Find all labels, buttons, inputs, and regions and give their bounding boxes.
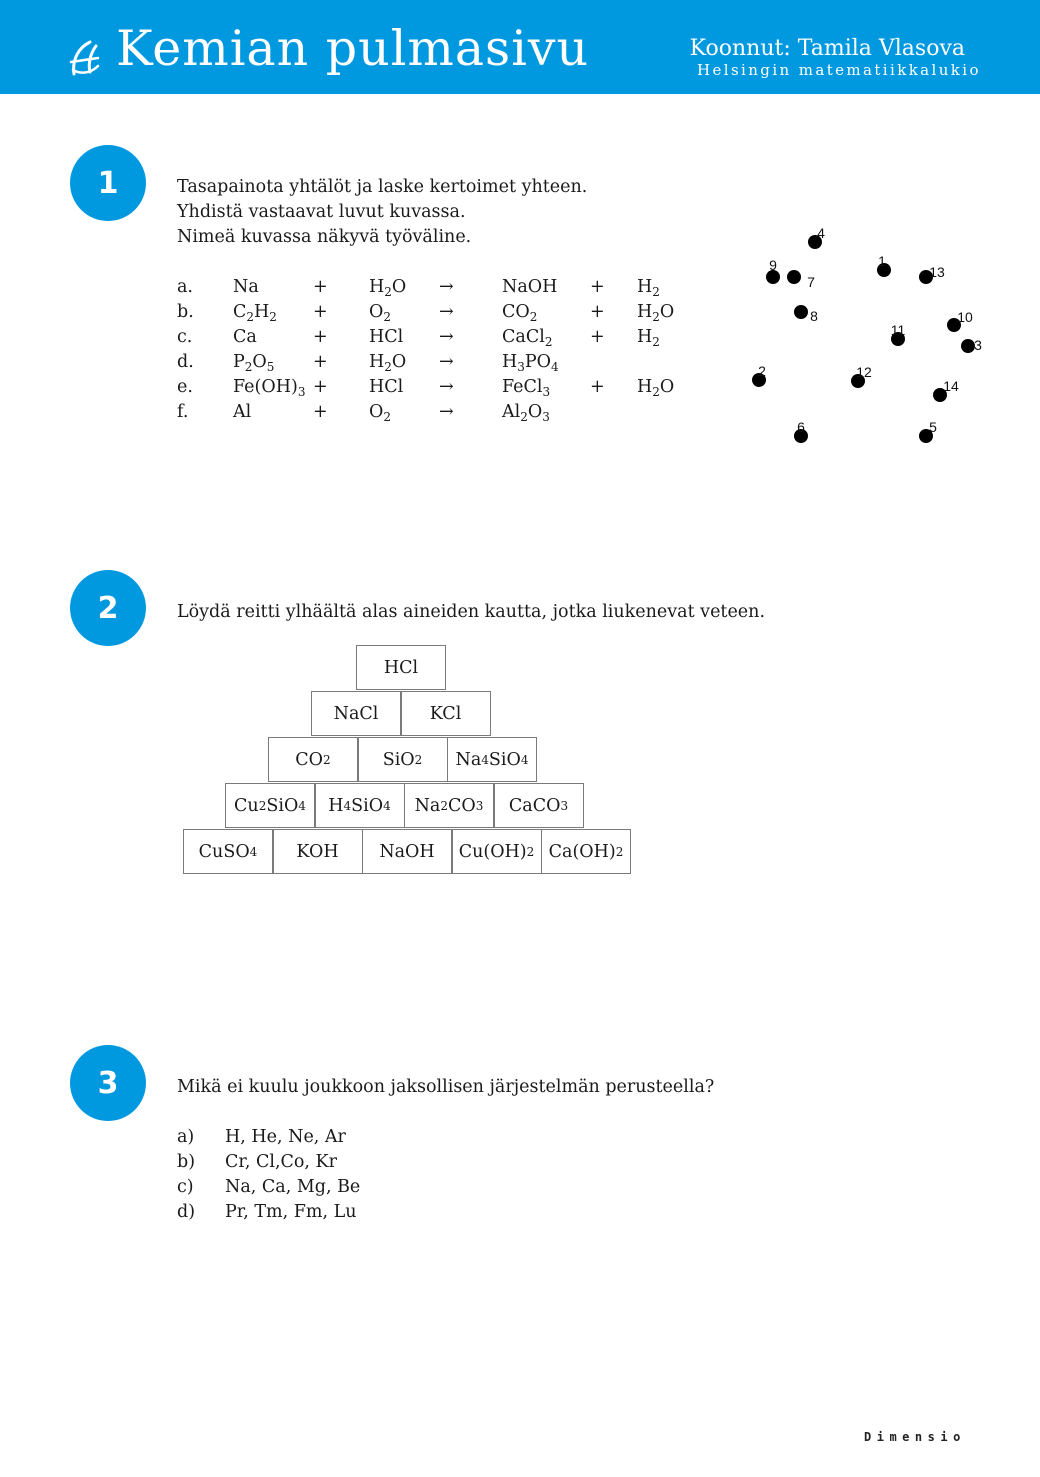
pyramid-cell[interactable]: Ca(OH) 2 [541, 829, 631, 874]
equation-r2: HCl [369, 327, 404, 347]
pyramid-cell[interactable]: Cu(OH) 2 [452, 829, 542, 874]
option-label: d) [177, 1202, 196, 1222]
dot-label-10: 10 [957, 309, 973, 325]
school-line: Helsingin matematiikkalukio [697, 61, 981, 79]
equation-p1: + [313, 377, 328, 397]
answer-option[interactable] [177, 1175, 477, 1200]
dot-label-2: 2 [758, 363, 766, 379]
pyramid-cell[interactable]: KOH [273, 829, 363, 874]
equation-p1: + [313, 352, 328, 372]
dot-label-4: 4 [817, 225, 825, 241]
equation-r2: $H_2O$ [369, 277, 407, 299]
dot-label-7: 7 [807, 274, 815, 290]
equation-pr2: $H_2$ [637, 327, 660, 349]
equation-p1: + [313, 327, 328, 347]
page-title: Kemian pulmasivu [116, 20, 590, 77]
dot-3 [961, 339, 975, 353]
dot-label-14: 14 [943, 378, 959, 394]
option-label: b) [177, 1152, 196, 1172]
option-label: a) [177, 1127, 195, 1147]
pyramid-cell[interactable]: CO 2 [268, 737, 358, 782]
task-1-badge: 1 [70, 145, 146, 221]
equation-r1: Al [233, 402, 252, 422]
equation-label: b. [177, 302, 194, 322]
connect-the-dots-figure [740, 215, 1000, 455]
equation-pr2: $H_2O$ [637, 302, 675, 324]
equation-pr1: NaOH [502, 277, 558, 297]
equation-p2: + [590, 277, 605, 297]
dot-label-9: 9 [769, 257, 777, 273]
equation-label: d. [177, 352, 194, 372]
pyramid-cell[interactable]: CaCO 3 [494, 783, 584, 828]
pyramid-cell[interactable]: Cu 2 SiO 4 [225, 783, 315, 828]
equation-pr1: $H_3PO_4$ [502, 352, 559, 374]
option-value: H, He, Ne, Ar [225, 1127, 346, 1147]
equation-r1: Na [233, 277, 259, 297]
instruction-line: Nimeä kuvassa näkyvä työväline. [177, 227, 472, 247]
equation-pr1: $CO_2$ [502, 302, 538, 324]
dot-label-12: 12 [856, 364, 872, 380]
dot-label-3: 3 [974, 337, 982, 353]
dot-label-1: 1 [878, 253, 886, 269]
dot-label-13: 13 [929, 264, 945, 280]
equation-p1: + [313, 277, 328, 297]
dot-label-5: 5 [929, 419, 937, 435]
equation-label: f. [177, 402, 189, 422]
pyramid-cell[interactable]: NaCl [311, 691, 401, 736]
equation-arrow: → [439, 327, 454, 347]
page-header [0, 0, 1040, 94]
task-2-prompt: Löydä reitti ylhäältä alas aineiden kautta, jotka liukenevat veteen. [177, 602, 766, 622]
option-value: Pr, Tm, Fm, Lu [225, 1202, 357, 1222]
equation-pr1: FeCl$_3$ [502, 377, 551, 399]
task-2-badge: 2 [70, 570, 146, 646]
footer-brand: Dimensio [864, 1430, 966, 1444]
equation-r2: $H_2O$ [369, 352, 407, 374]
dot-8 [794, 305, 808, 319]
pyramid-cell[interactable]: NaOH [362, 829, 452, 874]
equation-p2: + [590, 327, 605, 347]
equation-p1: + [313, 302, 328, 322]
equation-label: c. [177, 327, 193, 347]
equation-r1: Ca [233, 327, 257, 347]
equation-r2: $O_2$ [369, 402, 391, 424]
task-1-instructions [177, 175, 587, 250]
equation-r1: $C_2H_2$ [233, 302, 277, 324]
equation-arrow: → [439, 277, 454, 297]
answer-option[interactable] [177, 1125, 477, 1150]
equation-arrow: → [439, 377, 454, 397]
logo-icon [68, 40, 102, 80]
task-3-prompt: Mikä ei kuulu joukkoon jaksollisen järjestelmän perusteella? [177, 1077, 715, 1097]
pyramid-cell[interactable]: Na 2 CO 3 [404, 783, 494, 828]
dot-label-6: 6 [797, 419, 805, 435]
equation-r2: HCl [369, 377, 404, 397]
equation-p2: + [590, 302, 605, 322]
answer-option[interactable] [177, 1150, 477, 1175]
equation-arrow: → [439, 402, 454, 422]
equation-pr2: $H_2O$ [637, 377, 675, 399]
pyramid-cell[interactable]: CuSO 4 [183, 829, 273, 874]
dot-label-11: 11 [890, 322, 906, 338]
equation-p2: + [590, 377, 605, 397]
dot-label-8: 8 [810, 308, 818, 324]
answer-option[interactable] [177, 1200, 477, 1225]
pyramid-cell[interactable]: KCl [401, 691, 491, 736]
equation-label: a. [177, 277, 193, 297]
equation-pr1: CaCl$_2$ [502, 327, 553, 349]
equation-arrow: → [439, 302, 454, 322]
option-value: Cr, Cl,Co, Kr [225, 1152, 337, 1172]
pyramid-cell[interactable]: HCl [356, 645, 446, 690]
equation-label: e. [177, 377, 193, 397]
option-value: Na, Ca, Mg, Be [225, 1177, 361, 1197]
instruction-line: Yhdistä vastaavat luvut kuvassa. [177, 202, 466, 222]
equation-arrow: → [439, 352, 454, 372]
equation-pr1: $Al_2O_3$ [502, 402, 550, 424]
equation-r1: $Fe(OH)_3$ [233, 377, 306, 399]
pyramid-cell[interactable]: H 4 SiO 4 [315, 783, 405, 828]
author-line: Koonnut: Tamila Vlasova [689, 36, 965, 61]
task-3-badge: 3 [70, 1045, 146, 1121]
equation-pr2: $H_2$ [637, 277, 660, 299]
equation-r1: $P_2O_5$ [233, 352, 275, 374]
dot-7 [787, 270, 801, 284]
option-label: c) [177, 1177, 194, 1197]
equation-p1: + [313, 402, 328, 422]
pyramid-cell[interactable]: Na 4 SiO 4 [447, 737, 537, 782]
pyramid-cell[interactable]: SiO 2 [358, 737, 448, 782]
equation-r2: $O_2$ [369, 302, 391, 324]
instruction-line: Tasapainota yhtälöt ja laske kertoimet yhteen. [177, 177, 588, 197]
